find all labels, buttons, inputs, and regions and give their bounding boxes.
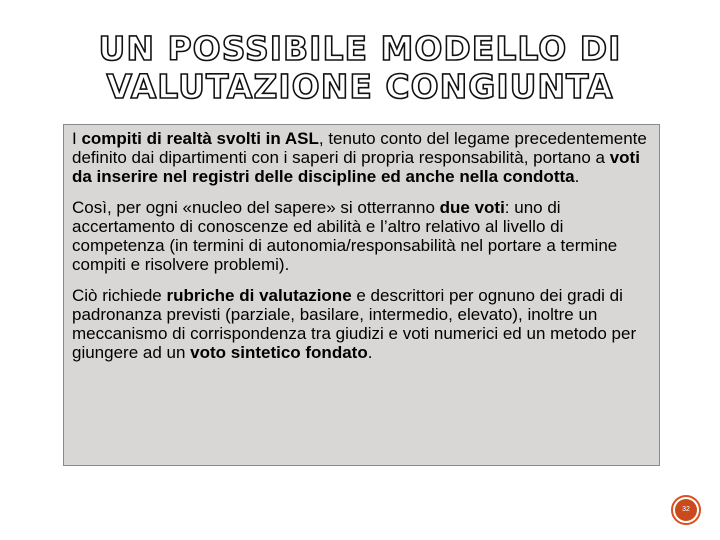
paragraph-3-run-3: e descrittori per ognuno dei gradi di padronanza previsti (parziale, basilare, intermedio, elevato), inoltre un meccanismo di corrispondenza tra giudizi e voti numerici ed un metodo per giungere ad un [72,286,641,362]
page-number: 32 [675,499,697,521]
paragraph-2-run-1: Così, per ogni «nucleo del sapere» si otterranno [72,198,440,217]
slide-title-line-2: VALUTAZIONE CONGIUNTA [106,67,614,106]
paragraph-1-run-2: compiti di realtà svolti in ASL [81,129,319,148]
paragraph-3-run-2: rubriche di valutazione [166,286,352,305]
paragraph-1-run-3: , tenuto conto del legame precedentemente definito dai dipartimenti con i saperi di propria responsabilità, portano a [72,129,652,167]
paragraph-3-run-5: . [367,343,373,362]
paragraph-1-run-1: I [72,129,82,148]
paragraph-2-run-3: : uno di accertamento di conoscenze ed abilità e l’altro relativo al livello di competenza (in termini di autonomia/responsabilità nel portare a termine compiti e risolvere problemi). [72,198,622,274]
paragraph-1 [72,129,651,186]
paragraph-1-run-5: . [574,167,580,186]
slide-title [0,30,720,106]
paragraph-2-run-2: due voti [439,198,505,217]
page-number-badge [671,495,701,525]
paragraph-3-run-4: voto sintetico fondato [190,343,368,362]
paragraph-1-run-4: voti da inserire nel registri delle discipline ed anche nella condotta [72,148,645,186]
content-box [63,124,660,466]
slide-title-line-1: UN POSSIBILE MODELLO DI [98,29,622,68]
paragraph-2 [72,198,651,274]
paragraph-3-run-1: Ciò richiede [72,286,167,305]
paragraph-3 [72,286,651,362]
